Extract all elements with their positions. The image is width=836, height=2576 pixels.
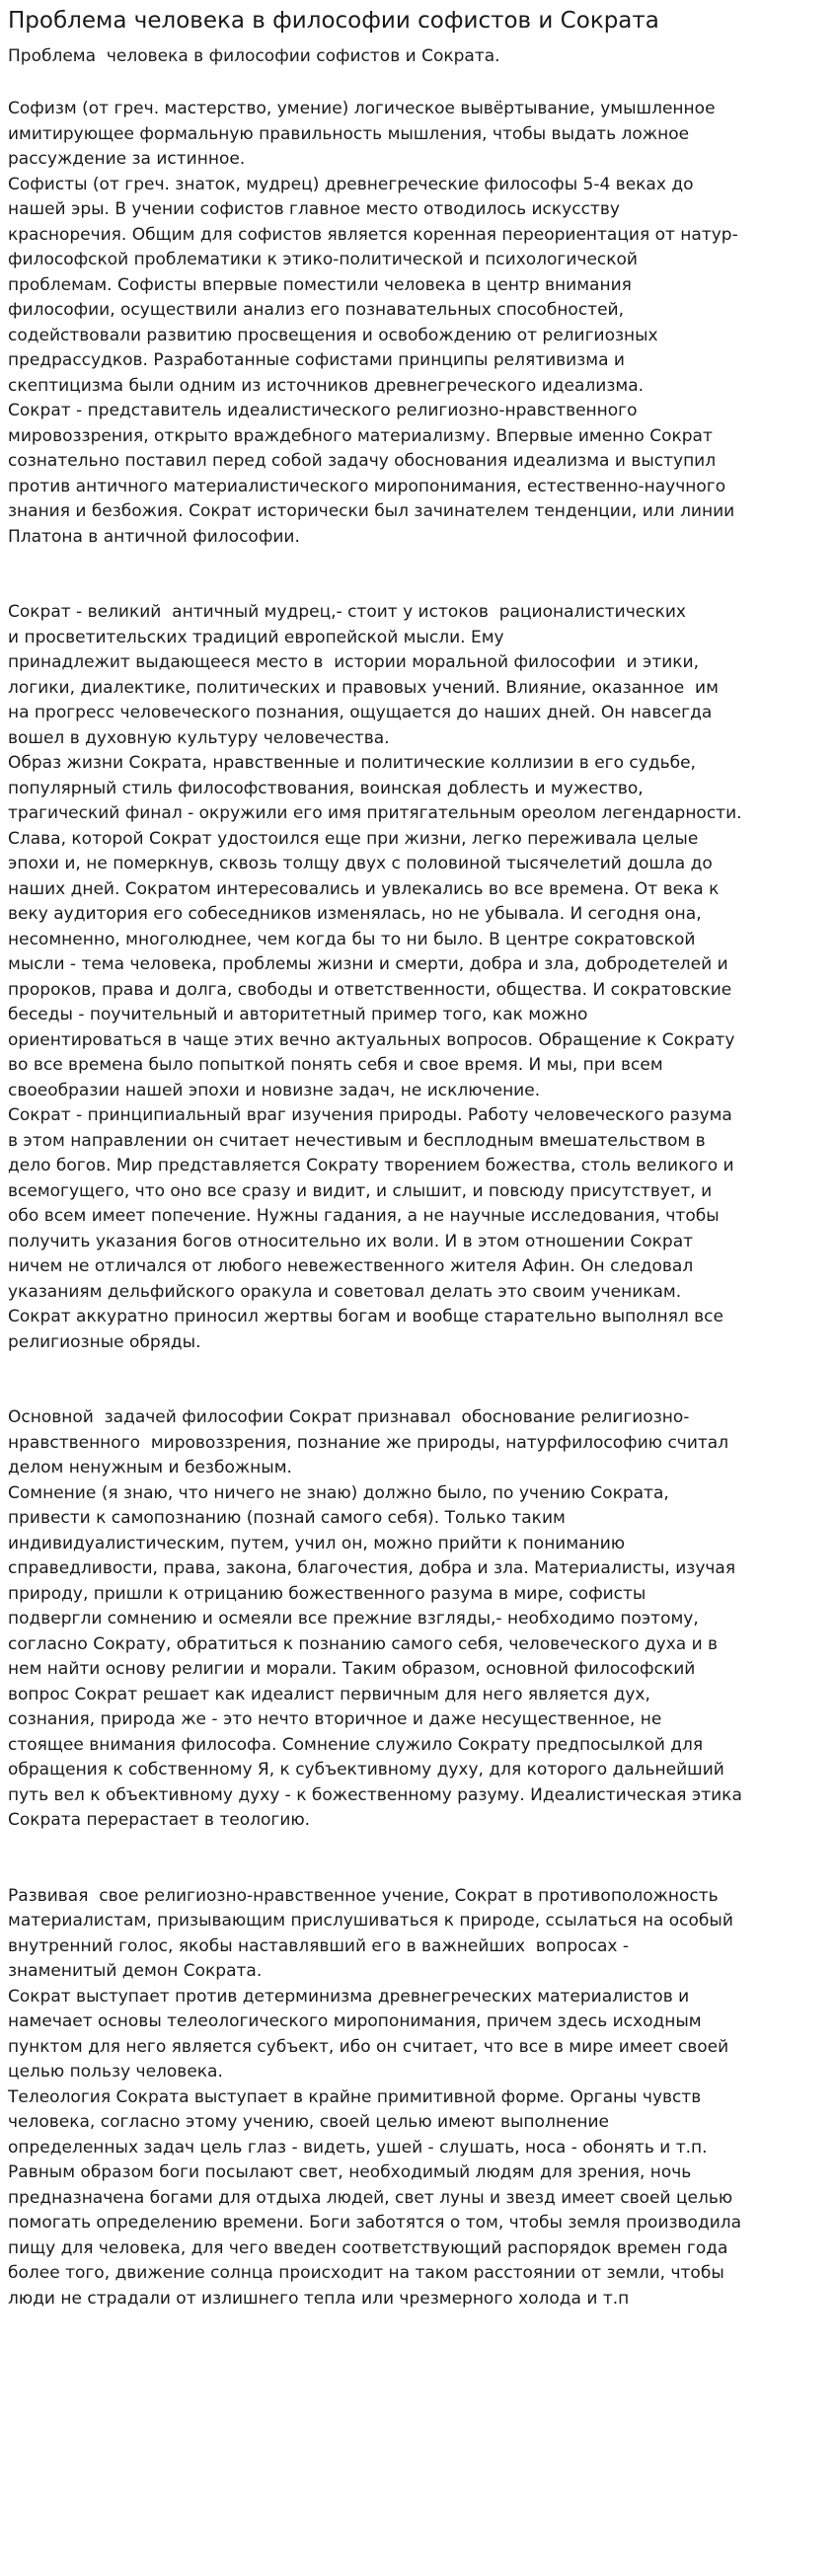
article-body <box>8 97 828 2311</box>
text-line: веку аудитория его собеседников изменялась, но не убывала. И сегодня она, <box>8 904 702 924</box>
text-line: обращения к собственному Я, к субъективному духу, для которого дальнейший <box>8 1760 724 1780</box>
text-line: знаменитый демон Сократа. <box>8 1961 263 1981</box>
text-line: нем найти основу религии и морали. Таким образом, основной философский <box>8 1659 696 1679</box>
text-section <box>8 1405 828 1834</box>
text-line: сознания, природа же - это нечто вторичное и даже несущественное, не <box>8 1709 662 1729</box>
text-line: указаниям дельфийского оракула и советовал делать это своим ученикам. <box>8 1281 682 1302</box>
text-line: Слава, которой Сократ удостоился еще при жизни, легко переживала целые <box>8 828 699 849</box>
page-subtitle: Проблема человека в философии софистов и Сократа. <box>8 46 500 66</box>
text-line: Телеология Сократа выступает в крайне примитивной форме. Органы чувств <box>8 2086 702 2107</box>
text-line: предрассудков. Разработанные софистами принципы релятивизма и <box>8 350 625 370</box>
text-line: несомненно, многолюднее, чем когда бы то ни было. В центре сократовской <box>8 929 696 949</box>
text-line: Сократ выступает против детерминизма древнегреческих материалистов и <box>8 1986 690 2007</box>
text-line: имитирующее формальную правильность мышления, чтобы выдать ложное <box>8 123 690 144</box>
text-line: Равным образом боги посылают свет, необходимый людям для зрения, ночь <box>8 2162 692 2182</box>
text-line: нашей эры. В учении софистов главное место отводилось искусству <box>8 199 620 219</box>
text-line: Основной задачей философии Сократ признавал обоснование религиозно- <box>8 1407 690 1427</box>
text-line: предназначена богами для отдыха людей, свет луны и звезд имеет своей целью <box>8 2187 733 2208</box>
text-line: Софисты (от греч. знаток, мудрец) древнегреческие философы 5-4 веках до <box>8 174 694 194</box>
text-line: своеобразии нашей эпохи и новизне задач, не исключение. <box>8 1080 541 1100</box>
text-line: нравственного мировоззрения, познание же природы, натурфилософию считал <box>8 1432 729 1453</box>
text-line: мировоззрения, открыто враждебного материализму. Впервые именно Сократ <box>8 425 713 446</box>
text-line: и просветительских традиций европейской мысли. Ему <box>8 627 504 647</box>
page-title: Проблема человека в философии софистов и Сократа <box>8 8 659 34</box>
text-line: популярный стиль философствования, воинская доблесть и мужество, <box>8 778 644 798</box>
text-line: ничем не отличался от любого невежественного жителя Афин. Он следовал <box>8 1256 694 1276</box>
text-line: согласно Сократу, обратиться к познанию самого себя, человеческого духа и в <box>8 1633 719 1654</box>
text-line: намечает основы телеологического миропонимания, причем здесь исходным <box>8 2011 702 2031</box>
paragraph-gap <box>8 1834 828 1884</box>
text-line: логики, диалектике, политических и правовых учений. Влияние, оказанное им <box>8 677 719 698</box>
text-line: вошел в духовную культуру человечества. <box>8 727 390 748</box>
text-line: против античного материалистического миропонимания, естественно-научного <box>8 476 726 496</box>
text-line: философии, осуществили анализ его познавательных способностей, <box>8 300 624 320</box>
text-line: сознательно поставил перед собой задачу обоснования идеализма и выступил <box>8 451 717 471</box>
text-line: Сомнение (я знаю, что ничего не знаю) должно было, по учению Сократа, <box>8 1482 669 1503</box>
text-line: Сократ - великий античный мудрец,- стоит у истоков рационалистических <box>8 602 686 622</box>
text-line: определенных задач цель глаз - видеть, ушей - слушать, носа - обонять и т.п. <box>8 2137 708 2158</box>
text-line: люди не страдали от излишнего тепла или чрезмерного холода и т.п <box>8 2288 630 2309</box>
text-line: проблемам. Софисты впервые поместили человека в центр внимания <box>8 274 632 295</box>
text-line: Сократ аккуратно приносил жертвы богам и вообще старательно выполнял все <box>8 1307 723 1326</box>
text-line: материалистам, призывающим прислушиваться к природе, ссылаться на особый <box>8 1911 733 1931</box>
text-line: дело богов. Мир представляется Сократу творением божества, столь великого и <box>8 1156 734 1175</box>
text-line: делом ненужным и безбожным. <box>8 1458 292 1477</box>
text-line: красноречия. Общим для софистов является коренная переориентация от натур- <box>8 224 738 245</box>
text-line: пунктом для него является субъект, ибо он считает, что все в мире имеет своей <box>8 2036 729 2057</box>
text-line: рассуждение за истинное. <box>8 149 246 169</box>
text-line: Сократ - представитель идеалистического религиозно-нравственного <box>8 401 638 420</box>
text-section <box>8 1884 828 2312</box>
text-line: Сократ - принципиальный враг изучения природы. Работу человеческого разума <box>8 1105 732 1125</box>
text-line: Софизм (от греч. мастерство, умение) логическое вывёртывание, умышленное <box>8 99 716 118</box>
text-line: обо всем имеет попечение. Нужны гадания, а не научные исследования, чтобы <box>8 1206 720 1226</box>
text-line: путь вел к объективному духу - к божественному разуму. Идеалистическая этика <box>8 1784 742 1805</box>
text-line: пророков, права и долга, свободы и ответственности, общества. И сократовские <box>8 979 732 1000</box>
text-line: на прогресс человеческого познания, ощущается до наших дней. Он навсегда <box>8 703 713 722</box>
text-line: ориентироваться в чаще этих вечно актуальных вопросов. Обращение к Сократу <box>8 1029 735 1050</box>
text-line: в этом направлении он считает нечестивым и бесплодным вмешательством в <box>8 1130 706 1151</box>
text-line: во все времена было попыткой понять себя и свое время. И мы, при всем <box>8 1055 663 1075</box>
text-line: помогать определению времени. Боги заботятся о том, чтобы земля производила <box>8 2213 742 2233</box>
text-line: содействовали развитию просвещения и освобождению от религиозных <box>8 325 658 345</box>
text-line: человека, согласно этому учению, своей целью имеют выполнение <box>8 2112 610 2132</box>
text-line: природу, пришли к отрицанию божественного разума в мире, софисты <box>8 1583 646 1604</box>
text-line: более того, движение солнца происходит на таком расстоянии от земли, чтобы <box>8 2263 724 2283</box>
text-line: справедливости, права, закона, благочестия, добра и зла. Материалисты, изучая <box>8 1558 736 1578</box>
text-line: беседы - поучительный и авторитетный пример того, как можно <box>8 1005 588 1024</box>
text-line: мысли - тема человека, проблемы жизни и смерти, добра и зла, добродетелей и <box>8 954 728 974</box>
text-line: скептицизма были одним из источников древнегреческого идеализма. <box>8 375 645 396</box>
paragraph-gap <box>8 1355 828 1405</box>
text-line: философской проблематики к этико-политической и психологической <box>8 250 638 269</box>
text-line: внутренний голос, якобы наставлявший его в важнейших вопросах - <box>8 1935 629 1956</box>
text-line: знания и безбожия. Сократ исторически был зачинателем тенденции, или линии <box>8 501 735 521</box>
text-line: вопрос Сократ решает как идеалист первичным для него является дух, <box>8 1684 650 1705</box>
text-line: наших дней. Сократом интересовались и увлекались во все времена. От века к <box>8 878 720 899</box>
text-line: Платона в античной философии. <box>8 526 300 547</box>
text-section <box>8 97 828 550</box>
text-line: Развивая свое религиозно-нравственное учение, Сократ в противоположность <box>8 1885 719 1906</box>
paragraph-gap <box>8 550 828 600</box>
text-line: всемогущего, что оно все сразу и видит, и слышит, и повсюду присутствует, и <box>8 1180 713 1201</box>
text-line: подвергли сомнению и осмеяли все прежние взгляды,- необходимо поэтому, <box>8 1609 699 1629</box>
text-line: стоящее внимания философа. Сомнение служило Сократу предпосылкой для <box>8 1734 704 1755</box>
text-line: Сократа перерастает в теологию. <box>8 1810 311 1830</box>
text-line: трагический финал - окружили его имя притягательным ореолом легендарности. <box>8 803 742 823</box>
text-line: индивидуалистическим, путем, учил он, можно прийти к пониманию <box>8 1533 626 1553</box>
text-line: получить указания богов относительно их воли. И в этом отношении Сократ <box>8 1231 694 1251</box>
text-section <box>8 600 828 1355</box>
text-line: эпохи и, не померкнув, сквозь толщу двух с половиной тысячелетий дошла до <box>8 854 713 873</box>
text-line: привести к самопознанию (познай самого себя). Только таким <box>8 1508 566 1528</box>
text-line: пищу для человека, для чего введен соответствующий распорядок времен года <box>8 2237 728 2258</box>
text-line: Образ жизни Сократа, нравственные и политические коллизии в его судьбе, <box>8 753 696 773</box>
text-line: религиозные обряды. <box>8 1331 201 1352</box>
text-line: целью пользу человека. <box>8 2062 223 2082</box>
text-line: принадлежит выдающееся место в истории моральной философии и этики, <box>8 652 699 672</box>
